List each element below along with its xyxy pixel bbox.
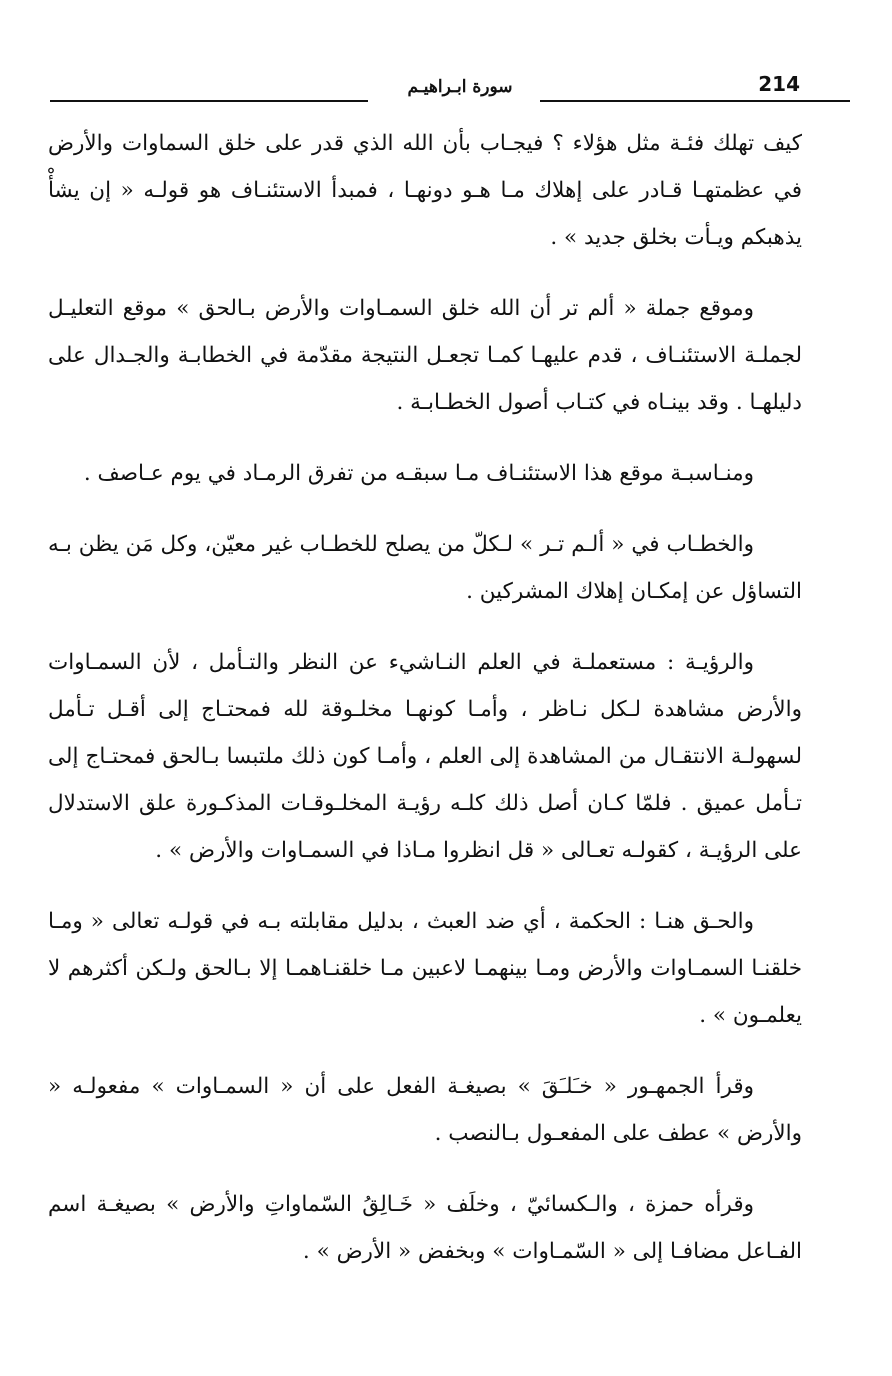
paragraph-8: وقرأه حمزة ، والـكسائيّ ، وخلَف « خَـالِقُ السّماواتِ والأرض » بصيغـة اسم الفـاعل مضافـا إلى « السّمـاوات » وبخفض « الأرض » . [48, 1192, 802, 1264]
paragraph-2: وموقع جملة « ألم تر أن الله خلق السمـاوات والأرض بـالحق » موقع التعليـل لجملـة الاستئنـاف ، قدم عليهـا كمـا تجعـل النتيجة مقدّمة في الخطابـة والجـدال على دليلهـا . وقد بينـاه في كتـاب أصول الخطـابـة . [48, 296, 802, 415]
header-rule-left [50, 100, 368, 102]
paragraph-1: كيف تهلك فئـة مثل هؤلاء ؟ فيجـاب بأن الله الذي قدر على خلق السماوات والأرض في عظمتهـا قـادر على إهلاك مـا هـو دونهـا ، فمبدأ الاستئنـاف هو قولـه « إن يشأْ يذهبكم ويـأت بخلق جديد » . [48, 131, 802, 250]
header-rule-right [540, 100, 850, 102]
paragraph-5: والرؤيـة : مستعملـة في العلم النـاشيء عن النظر والتـأمل ، لأن السمـاوات والأرض مشاهدة لـكل نـاظر ، وأمـا كونهـا مخلـوقة لله فمحتـاج إلى أقـل تـأمل لسهولـة الانتقـال من المشاهدة إلى العلم ، وأمـا كون ذلك ملتبسا بـالحق فمحتـاج إلى تـأمل عميق . فلمّا كـان أصل ذلك كلـه رؤيـة المخلـوقـات المذكـورة علق الاستدلال على الرؤيـة ، كقولـه تعـالى « قل انظروا مـاذا في السمـاوات والأرض » . [48, 650, 802, 863]
page-number: 214 [758, 72, 800, 96]
page-header [50, 70, 800, 110]
paragraph-6: والحـق هنـا : الحكمة ، أي ضد العبث ، بدليل مقابلته بـه في قولـه تعالى « ومـا خلقنـا السمـاوات والأرض ومـا بينهمـا لاعبين مـا خلقنـاهمـا إلا بـالحق ولـكن أكثرهم لا يعلمـون » . [48, 909, 802, 1028]
paragraph-7: وقرأ الجمهـور « خـَلـَقَ » بصيغـة الفعل على أن « السمـاوات » مفعولـه « والأرض » عطف على المفعـول بـالنصب . [48, 1074, 802, 1146]
page-body [48, 120, 802, 1299]
paragraph-4: والخطـاب في « ألـم تـر » لـكلّ من يصلح للخطـاب غير معيّن، وكل مَن يظن بـه التساؤل عن إمكـان إهلاك المشركين . [48, 532, 802, 604]
surah-title: سورة ابـراهيـم [407, 77, 513, 97]
paragraph-3: ومنـاسبـة موقع هذا الاستئنـاف مـا سبقـه من تفرق الرمـاد في يوم عـاصف . [83, 461, 754, 486]
